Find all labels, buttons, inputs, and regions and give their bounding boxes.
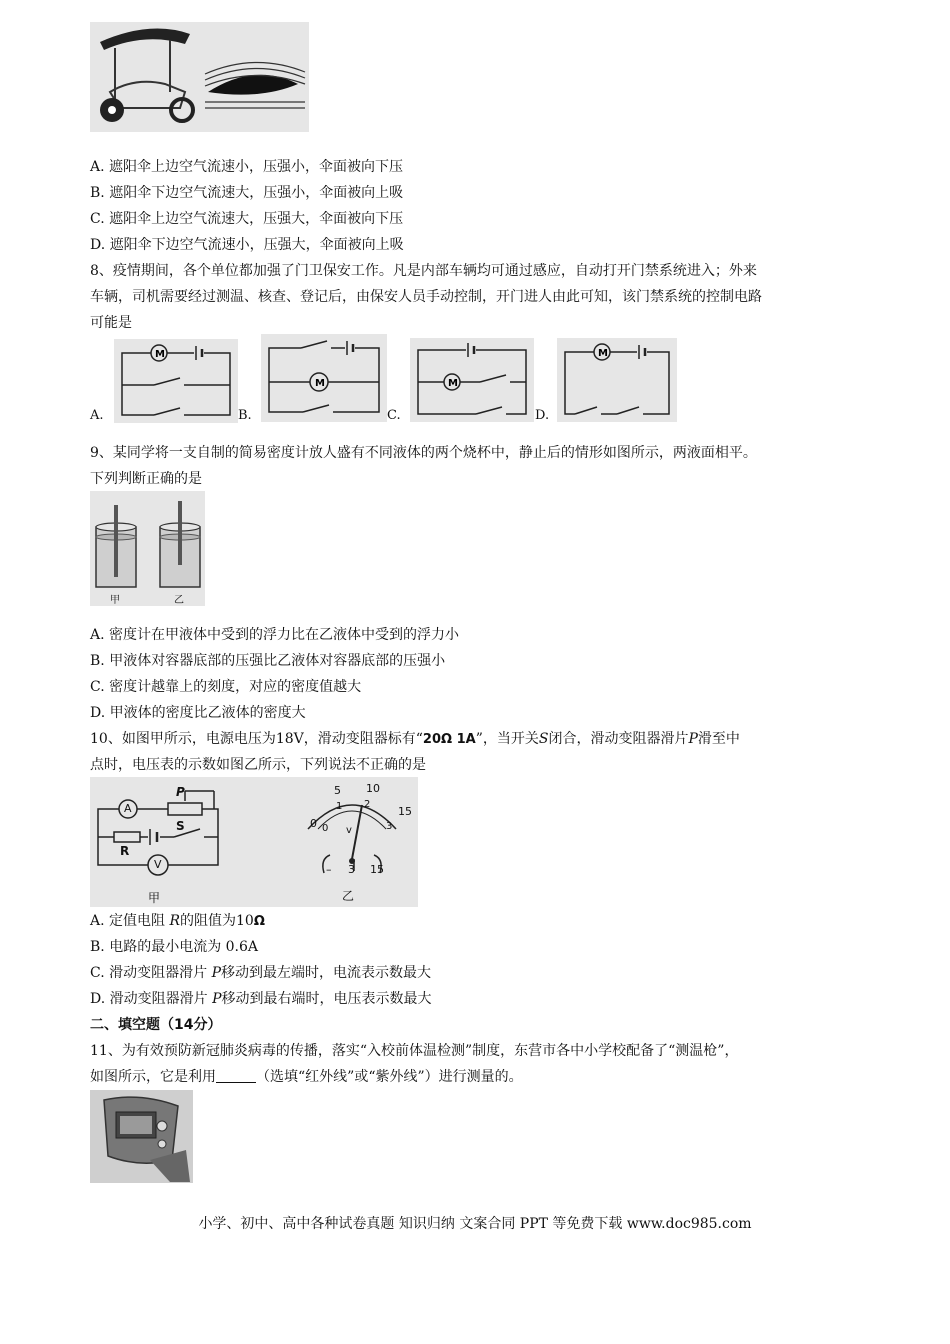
q10-option-a-text-1: A. 定值电阻 (90, 913, 170, 929)
q10-option-c-text-2: 移动到最左端时，电流表示数最大 (221, 965, 431, 981)
q10-option-d (90, 986, 432, 1012)
q7-option-b: B. 遮阳伞下边空气流速大，压强小，伞面被向上吸 (90, 185, 404, 201)
q8-stem-line-1: 8、疫情期间，各个单位都加强了门卫保安工作。凡是内部车辆均可通过感应，自动打开门禁系统进入；外来 (90, 263, 757, 279)
q10-stem-part-d: 滑至中 (697, 731, 740, 747)
q7-option-d: D. 遮阳伞下边空气流速小，压强大，伞面被向上吸 (90, 237, 404, 253)
ohm-symbol: Ω (253, 914, 265, 929)
q10-option-c-text-1: C. 滑动变阻器滑片 (90, 965, 212, 981)
q10-figure (90, 777, 418, 907)
q8-option-a-letter: A. (90, 408, 104, 423)
q9-option-a: A. 密度计在甲液体中受到的浮力比在乙液体中受到的浮力小 (90, 627, 460, 643)
slider-symbol-p: P (688, 731, 698, 747)
q10-figure-drawing (90, 777, 418, 907)
scale-bottom-2: 2 (364, 799, 371, 810)
q11-stem-line-1: 11、为有效预防新冠肺炎病毒的传播，落实“入校前体温检测”制度，东营市各中小学校配备了“测温枪”， (90, 1043, 739, 1059)
svg-text:M: M (598, 348, 608, 359)
scale-top-0: 0 (310, 817, 317, 830)
svg-text:M: M (315, 378, 325, 389)
beaker-jia-label: 甲 (110, 595, 120, 606)
page-footer: 小学、初中、高中各种试卷真题 知识归纳 文案合同 PPT 等免费下载 www.doc985.com (198, 1216, 752, 1232)
q7-option-c: C. 遮阳伞上边空气流速大，压强大，伞面被向下压 (90, 211, 404, 227)
q10-option-a-text-2: 的阻值为10 (180, 913, 254, 929)
hydrometer-beakers-figure (90, 491, 205, 606)
q10-option-a (90, 908, 265, 935)
rheostat-rating: 20Ω 1A (422, 732, 476, 747)
voltmeter-label: V (154, 858, 162, 871)
q9-stem-line-1: 9、某同学将一支自制的简易密度计放人盛有不同液体的两个烧杯中，静止后的情形如图所示，两液面相平。 (90, 445, 757, 461)
svg-text:M: M (448, 378, 458, 389)
terminal-negative: – (326, 863, 332, 876)
q10-option-d-p: P (212, 991, 222, 1007)
q8-option-c-letter: C. (387, 408, 401, 423)
q11-stem-part-b: （选填“红外线”或“紫外线”）进行测量的。 (256, 1069, 523, 1085)
switch-symbol-s: S (538, 731, 549, 747)
q10-stem-part-c: 闭合，滑动变阻器滑片 (548, 731, 689, 747)
q8-circuit-c (410, 338, 534, 422)
q10-stem-line-1 (90, 726, 740, 753)
section-fill-in-heading: 二、填空题（14分） (90, 1017, 222, 1033)
figure-jia-label: 甲 (148, 891, 161, 905)
q10-option-c-p: P (211, 965, 221, 981)
scooter-airflow-figure (90, 22, 309, 132)
q7-option-a: A. 遮阳伞上边空气流速小，压强小，伞面被向下压 (90, 159, 404, 175)
thermometer-gun-figure (90, 1090, 193, 1183)
q8-stem-line-3: 可能是 (90, 315, 132, 331)
resistor-label: R (120, 844, 130, 858)
q11-stem-line-2 (90, 1064, 523, 1090)
figure-yi-label: 乙 (342, 889, 355, 903)
q10-stem-line-2: 点时，电压表的示数如图乙所示，下列说法不正确的是 (90, 757, 426, 773)
terminal-3: 3 (348, 863, 355, 876)
scale-top-5: 5 (334, 784, 341, 797)
q8-circuit-d (557, 338, 677, 422)
scooter-airflow-drawing (90, 22, 309, 132)
q10-option-c (90, 960, 431, 986)
scale-bottom-3: 3 (386, 821, 393, 832)
beaker-yi-label: 乙 (174, 595, 184, 606)
scale-bottom-0: 0 (322, 823, 329, 834)
q9-option-b: B. 甲液体对容器底部的压强比乙液体对容器底部的压强小 (90, 653, 446, 669)
terminal-15: 15 (370, 863, 384, 876)
q8-circuit-b (261, 334, 387, 422)
q10-stem-part-b: ”，当开关 (475, 731, 539, 747)
q10-stem-part-a: 10、如图甲所示，电源电压为18V，滑动变阻器标有“ (90, 731, 423, 747)
q11-answer-blank[interactable] (216, 1068, 256, 1083)
q9-stem-line-2: 下列判断正确的是 (90, 471, 202, 487)
q9-option-c: C. 密度计越靠上的刻度，对应的密度值越大 (90, 679, 362, 695)
q11-stem-part-a: 如图所示，它是利用 (90, 1069, 216, 1085)
q8-stem-line-2: 车辆，司机需要经过测温、核查、登记后，由保安人员手动控制，开门进人由此可知，该门禁系统的控制电路 (90, 289, 762, 305)
q10-option-b: B. 电路的最小电流为 0.6A (90, 939, 259, 955)
q10-option-d-text-2: 移动到最右端时，电压表示数最大 (221, 991, 432, 1007)
q10-option-d-text-1: D. 滑动变阻器滑片 (90, 991, 213, 1007)
svg-text:M: M (155, 349, 165, 360)
ammeter-label: A (124, 802, 132, 815)
q10-option-a-r: R (169, 913, 181, 929)
q8-circuit-a (114, 339, 238, 423)
scale-bottom-1: 1 (336, 801, 343, 812)
thermometer-gun-drawing (90, 1090, 193, 1183)
switch-label: S (176, 819, 185, 833)
q8-option-b-letter: B. (238, 408, 252, 423)
scale-top-15: 15 (398, 805, 412, 818)
meter-v-mark: v (346, 825, 352, 836)
q9-option-d: D. 甲液体的密度比乙液体的密度大 (90, 705, 306, 721)
q8-option-d-letter: D. (535, 408, 550, 423)
scale-top-10: 10 (366, 782, 380, 795)
slider-label: P (176, 785, 185, 799)
